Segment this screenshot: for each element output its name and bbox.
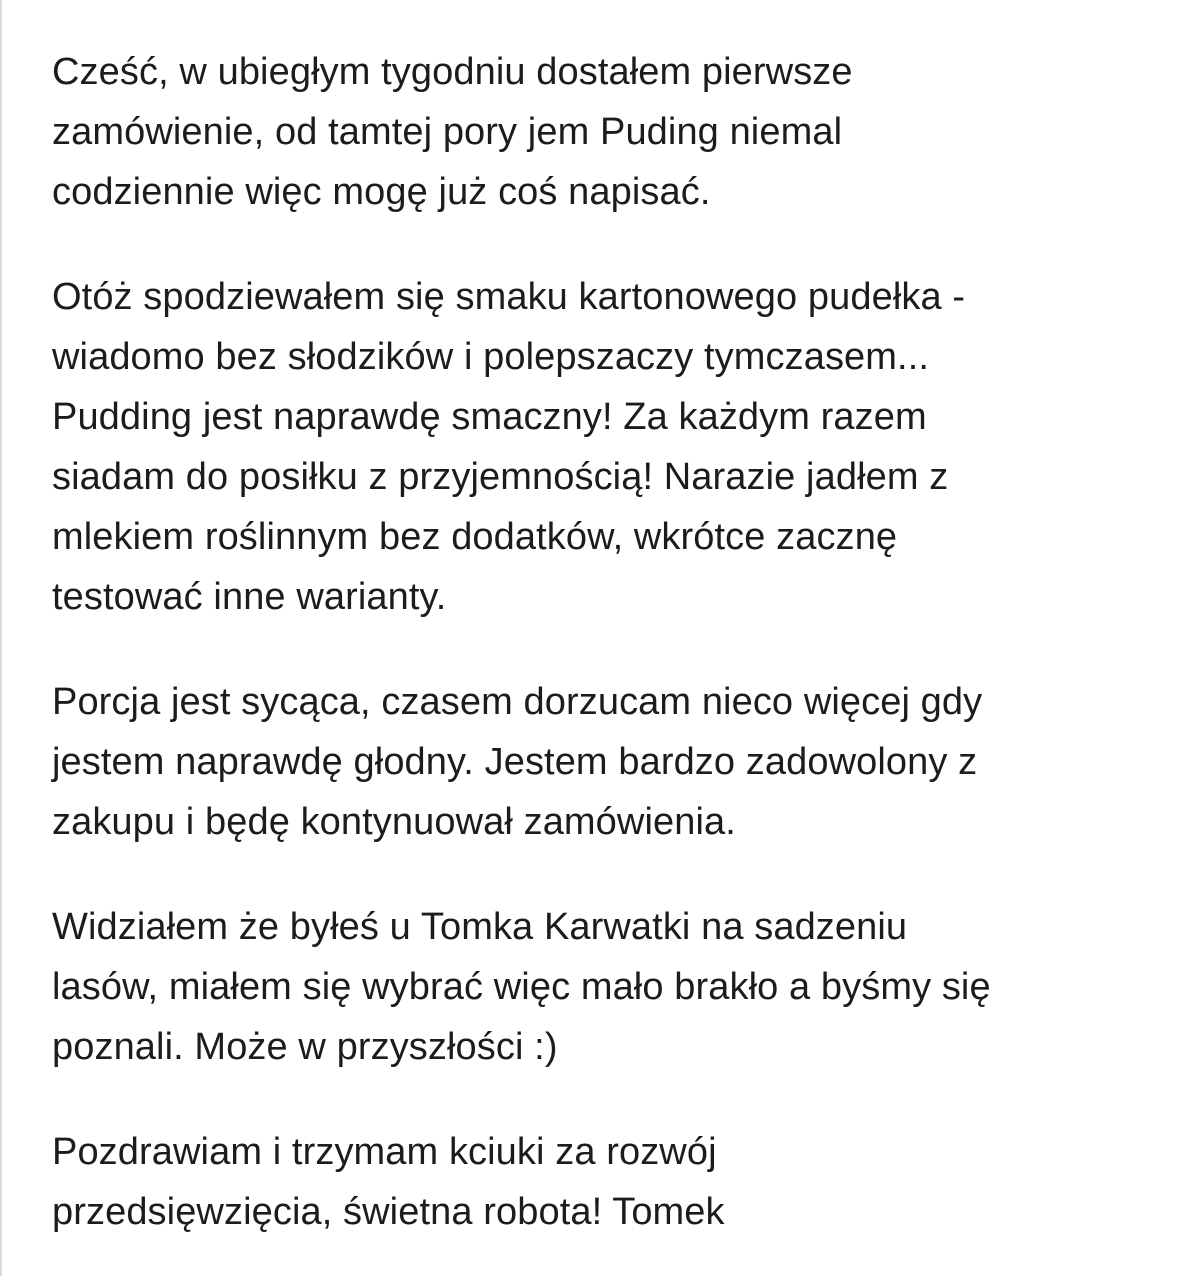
message-line: Cześć, w ubiegłym tygodniu dostałem pierwsze (52, 51, 853, 93)
message-line: mlekiem roślinnym bez dodatków, wkrótce zacznę (52, 516, 898, 558)
message-line: zakupu i będę kontynuował zamówienia. (52, 801, 736, 843)
message-line: Pudding jest naprawdę smaczny! Za każdym razem (52, 396, 927, 438)
paragraph-4 (52, 897, 1152, 1077)
message-line: codziennie więc mogę już coś napisać. (52, 171, 711, 213)
message-line: jestem naprawdę głodny. Jestem bardzo zadowolony z (52, 741, 978, 783)
message-line: Pozdrawiam i trzymam kciuki za rozwój (52, 1131, 717, 1173)
message-line: Otóż spodziewałem się smaku kartonowego pudełka - (52, 276, 966, 318)
paragraph-2 (52, 267, 1152, 627)
message-line: lasów, miałem się wybrać więc mało brakło a byśmy się (52, 966, 991, 1008)
paragraph-1 (52, 42, 1152, 222)
message-body (52, 42, 1152, 1287)
message-line: przedsięwzięcia, świetna robota! Tomek (52, 1191, 725, 1233)
message-line: siadam do posiłku z przyjemnością! Narazie jadłem z (52, 456, 949, 498)
message-line: poznali. Może w przyszłości :) (52, 1026, 558, 1068)
message-line: Porcja jest sycąca, czasem dorzucam nieco więcej gdy (52, 681, 983, 723)
left-border (0, 0, 2, 1276)
message-line: wiadomo bez słodzików i polepszaczy tymczasem... (52, 336, 930, 378)
message-line: Widziałem że byłeś u Tomka Karwatki na sadzeniu (52, 906, 908, 948)
message-line: testować inne warianty. (52, 576, 447, 618)
paragraph-5 (52, 1122, 1152, 1242)
message-line: zamówienie, od tamtej pory jem Puding niemal (52, 111, 843, 153)
paragraph-3 (52, 672, 1152, 852)
